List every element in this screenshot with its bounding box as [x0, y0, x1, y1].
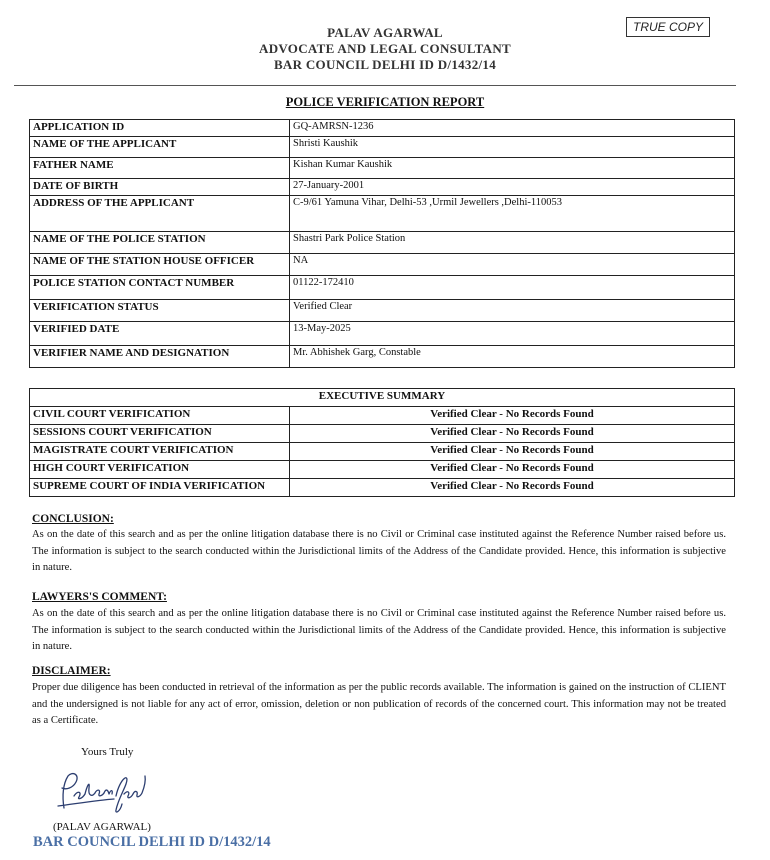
details-row: [30, 137, 735, 158]
executive-summary-table: [29, 388, 735, 497]
summary-result: Verified Clear - No Records Found: [290, 479, 735, 497]
details-row: [30, 346, 735, 368]
details-row: [30, 322, 735, 346]
details-value: 27-January-2001: [290, 179, 735, 196]
details-value: GQ-AMRSN-1236: [290, 120, 735, 137]
disclaimer-heading: DISCLAIMER:: [32, 665, 111, 677]
signer-name: (PALAV AGARWAL): [53, 821, 151, 833]
details-label: VERIFICATION STATUS: [30, 300, 290, 322]
summary-court-label: SESSIONS COURT VERIFICATION: [30, 425, 290, 443]
details-value: 01122-172410: [290, 276, 735, 300]
footer-bar-council-id: BAR COUNCIL DELHI ID D/1432/14: [33, 834, 271, 850]
summary-row: [30, 461, 735, 479]
advocate-bar-id: BAR COUNCIL DELHI ID D/1432/14: [273, 57, 497, 72]
summary-row: [30, 479, 735, 497]
summary-row: [30, 407, 735, 425]
details-label: NAME OF THE POLICE STATION: [30, 232, 290, 254]
true-copy-stamp: TRUE COPY: [626, 17, 710, 37]
summary-result: Verified Clear - No Records Found: [290, 407, 735, 425]
details-label: VERIFIED DATE: [30, 322, 290, 346]
lawyers-comment-text: As on the date of this search and as per the online litigation database there is no Civil or Criminal case instituted against the Reference Number raised before us. The information is subject to the search conducted within the Jurisdictional limits of the Address of the Candidate provided. Hence, this information is subjective in nature.: [32, 608, 726, 652]
summary-court-label: CIVIL COURT VERIFICATION: [30, 407, 290, 425]
details-value: NA: [290, 254, 735, 276]
details-row: [30, 276, 735, 300]
details-label: ADDRESS OF THE APPLICANT: [30, 196, 290, 232]
details-value: 13-May-2025: [290, 322, 735, 346]
details-value: Shastri Park Police Station: [290, 232, 735, 254]
summary-result: Verified Clear - No Records Found: [290, 443, 735, 461]
conclusion-heading: CONCLUSION:: [32, 513, 114, 525]
handwritten-signature: [54, 766, 154, 818]
details-row: [30, 196, 735, 232]
details-value: Mr. Abhishek Garg, Constable: [290, 346, 735, 368]
details-value: Verified Clear: [290, 300, 735, 322]
details-row: [30, 158, 735, 179]
details-label: APPLICATION ID: [30, 120, 290, 137]
summary-row: [30, 443, 735, 461]
details-label: DATE OF BIRTH: [30, 179, 290, 196]
summary-court-label: SUPREME COURT OF INDIA VERIFICATION: [30, 479, 290, 497]
closing-salutation: Yours Truly: [81, 746, 134, 758]
details-label: POLICE STATION CONTACT NUMBER: [30, 276, 290, 300]
details-row: [30, 120, 735, 137]
details-label: NAME OF THE STATION HOUSE OFFICER: [30, 254, 290, 276]
summary-result: Verified Clear - No Records Found: [290, 461, 735, 479]
lawyers-comment-heading: LAWYERS'S COMMENT:: [32, 591, 167, 603]
conclusion-text: As on the date of this search and as per the online litigation database there is no Civil or Criminal case instituted against the Reference Number raised before us. The information is subject to the search conducted within the Jurisdictional limits of the Address of the Candidate provided. Hence, this information is subjective in nature.: [32, 529, 726, 573]
details-row: [30, 300, 735, 322]
details-row: [30, 254, 735, 276]
details-row: [30, 179, 735, 196]
details-value: Kishan Kumar Kaushik: [290, 158, 735, 179]
details-value: Shristi Kaushik: [290, 137, 735, 158]
advocate-designation: ADVOCATE AND LEGAL CONSULTANT: [259, 41, 511, 56]
advocate-name: PALAV AGARWAL: [327, 25, 443, 40]
report-title: POLICE VERIFICATION REPORT: [285, 95, 485, 109]
details-value: C-9/61 Yamuna Vihar, Delhi-53 ,Urmil Jewellers ,Delhi-110053: [290, 196, 735, 232]
details-row: [30, 232, 735, 254]
executive-summary-heading: EXECUTIVE SUMMARY: [30, 389, 735, 407]
summary-result: Verified Clear - No Records Found: [290, 425, 735, 443]
disclaimer-text: Proper due diligence has been conducted in retrieval of the information as per the public records available. The information is gained on the instruction of CLIENT and the undersigned is not liable for any act of error, omission, deletion or non publication of records of the concerned court. This information may not be treated as a Certificate.: [32, 682, 726, 726]
details-label: VERIFIER NAME AND DESIGNATION: [30, 346, 290, 368]
details-table: [29, 119, 735, 368]
details-label: FATHER NAME: [30, 158, 290, 179]
header-divider: [14, 85, 736, 86]
summary-court-label: HIGH COURT VERIFICATION: [30, 461, 290, 479]
summary-court-label: MAGISTRATE COURT VERIFICATION: [30, 443, 290, 461]
details-label: NAME OF THE APPLICANT: [30, 137, 290, 158]
summary-row: [30, 425, 735, 443]
